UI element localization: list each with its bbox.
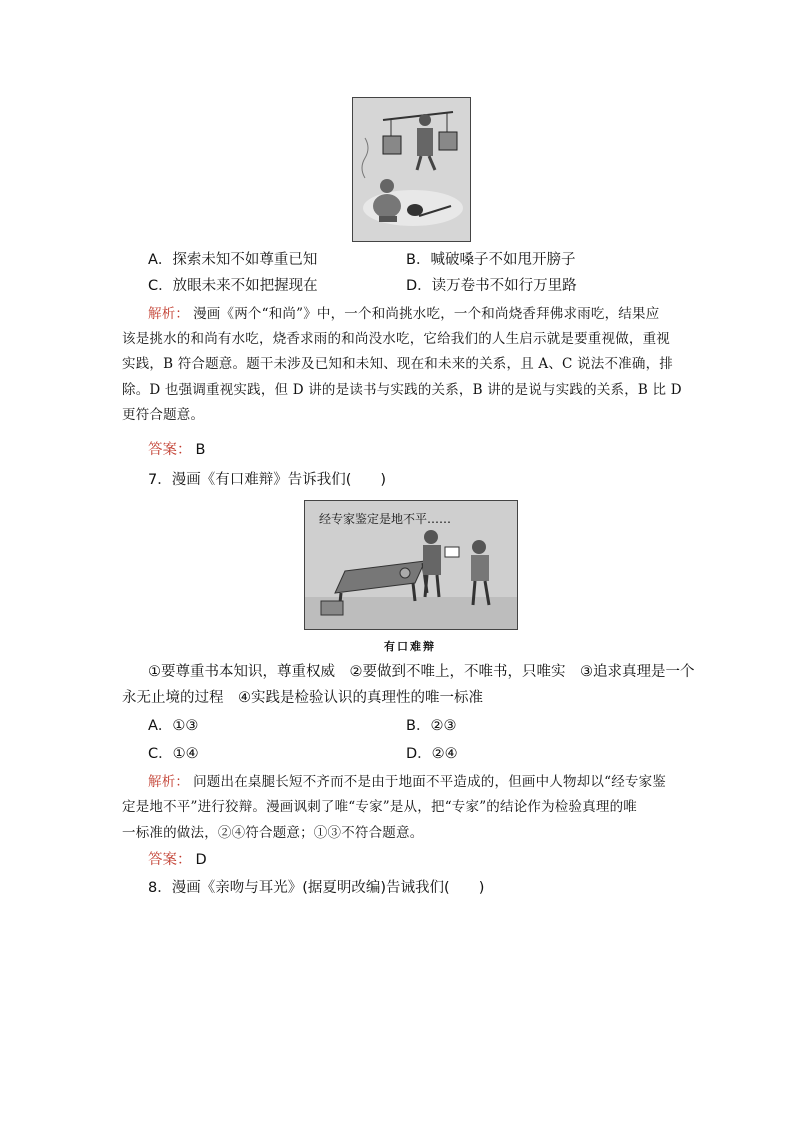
- q6-answer-label: 答案：: [148, 442, 192, 458]
- table-illustration: [305, 501, 517, 629]
- cartoon-caption: 有口难辩: [384, 640, 436, 653]
- q6-option-d: D．读万卷书不如行万里路: [406, 278, 577, 294]
- q7-analysis-label: 解析：: [148, 774, 190, 790]
- q6-analysis-line-4: 除。D 也强调重视实践，但 D 讲的是读书与实践的关系，B 讲的是说与实践的关系，B 比 D: [122, 382, 682, 398]
- q6-analysis-line-3: 实践，B 符合题意。题干未涉及已知和未知、现在和未来的关系，且 A、C 说法不准确，排: [122, 356, 673, 372]
- q6-analysis-line-2: 该是挑水的和尚有水吃，烧香求雨的和尚没水吃，它给我们的人生启示就是要重视做，重视: [122, 331, 670, 347]
- q7-analysis-line-1: 解析： 问题出在桌腿长短不齐而不是由于地面不平造成的，但画中人物却以“经专家鉴: [148, 774, 667, 790]
- q7-answer-value: D: [195, 852, 207, 868]
- q7-answer: [148, 850, 207, 870]
- table-cartoon: [304, 500, 518, 630]
- q7-option-b: B．②③: [406, 718, 457, 734]
- q7-analysis-line-2: 定是地不平”进行狡辩。漫画讽刺了唯“专家”是从，把“专家”的结论作为检验真理的唯: [122, 799, 638, 815]
- q7-statements-line-2: 永无止境的过程 ④实践是检验认识的真理性的唯一标准: [122, 690, 483, 706]
- two-monks-illustration: [353, 98, 470, 241]
- q7-answer-label: 答案：: [148, 852, 192, 868]
- q7-option-a: A．①③: [148, 718, 199, 734]
- q8-stem: 8．漫画《亲吻与耳光》(据夏明改编)告诫我们( ): [148, 880, 485, 896]
- q7-option-d: D．②④: [406, 746, 458, 762]
- q7-stem: 7．漫画《有口难辩》告诉我们( ): [148, 472, 387, 488]
- q6-analysis-label: 解析：: [148, 306, 190, 322]
- q7-analysis-line-3: 一标准的做法，②④符合题意；①③不符合题意。: [122, 825, 424, 841]
- q6-answer: [148, 440, 205, 460]
- q7-statements-line-1: ①要尊重书本知识，尊重权威 ②要做到不唯上，不唯书，只唯实 ③追求真理是一个: [148, 664, 695, 680]
- q6-option-a: A．探索未知不如尊重已知: [148, 252, 318, 268]
- two-monks-cartoon: [352, 97, 471, 242]
- q6-analysis-line-5: 更符合题意。: [122, 407, 205, 423]
- cartoon-speech-text: 经专家鉴定是地不平……: [319, 512, 452, 526]
- q6-answer-value: B: [195, 442, 206, 458]
- q7-option-c: C．①④: [148, 746, 199, 762]
- q6-option-b: B．喊破嗓子不如甩开膀子: [406, 252, 576, 268]
- q6-option-c: C．放眼未来不如把握现在: [148, 278, 318, 294]
- q6-analysis-line-1: 解析： 漫画《两个“和尚”》中，一个和尚挑水吃，一个和尚烧香拜佛求雨吃，结果应: [148, 306, 660, 322]
